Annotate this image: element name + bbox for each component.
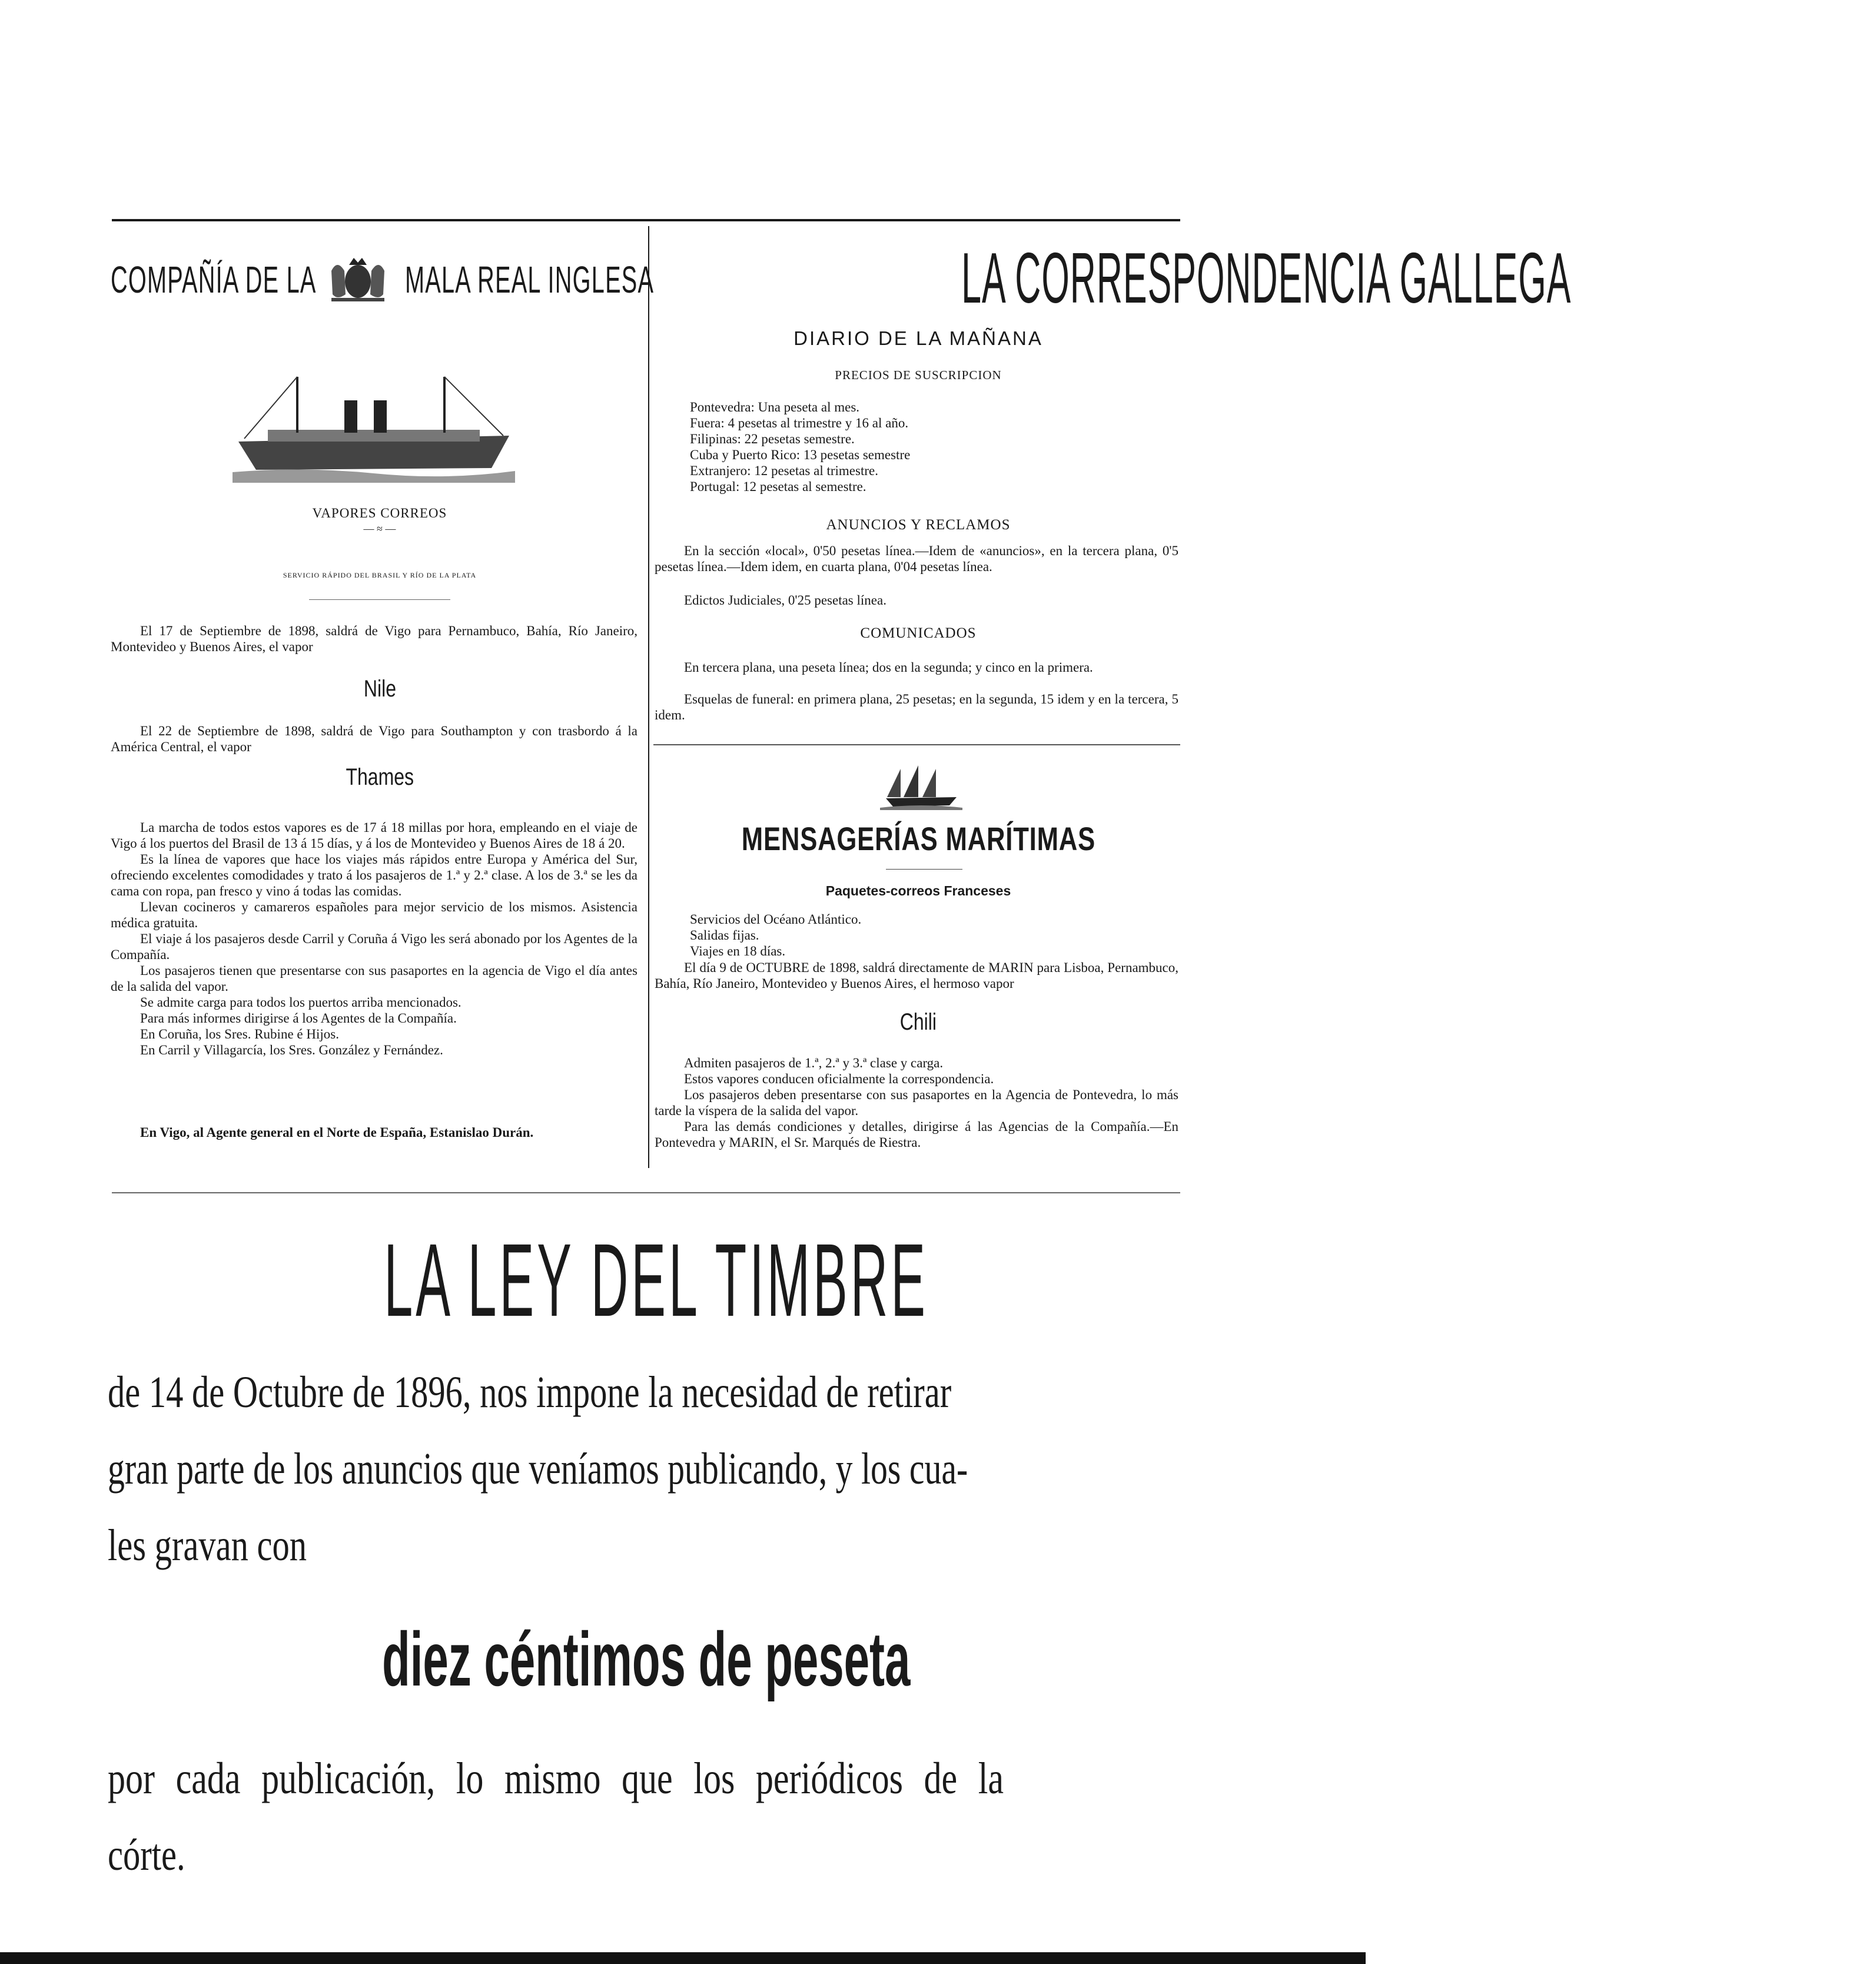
sailing-chili-text: El día 9 de OCTUBRE de 1898, saldrá directamente de MARIN para Lisboa, Pernambuco, Bahía, Río Janeiro, Montevideo y Buenos Aires, el hermoso vapor bbox=[655, 960, 1178, 991]
body-paragraph: Estos vapores conducen oficialmente la correspondencia. bbox=[684, 1071, 994, 1086]
price-line: Extranjero: 12 pesetas al trimestre. bbox=[690, 463, 878, 478]
service-line: Servicios del Océano Atlántico. bbox=[690, 912, 862, 927]
body-paragraph: Es la línea de vapores que hace los viajes más rápidos entre Europa y América del Sur, ofreciendo excelentes comodidades y trato á los pasajeros de 1.ª y 2.ª clase. A los de 3.ª se les da cama con ropa, pan fresco y vino á todas las comidas. bbox=[111, 852, 637, 898]
diario-subtitle: DIARIO DE LA MAÑANA bbox=[793, 327, 1043, 349]
ship-nile-name: Nile bbox=[363, 676, 396, 702]
steamship-illustration-icon bbox=[233, 365, 515, 483]
body-paragraph: Los pasajeros tienen que presentarse con sus pasaportes en la agencia de Vigo el día antes de la salida del vapor. bbox=[111, 963, 637, 994]
sailing-nile-text: El 17 de Septiembre de 1898, saldrá de Vigo para Pernambuco, Bahía, Río Janeiro, Montevideo y Buenos Aires, el vapor bbox=[111, 623, 637, 654]
edictos-text: Edictos Judiciales, 0'25 pesetas línea. bbox=[684, 593, 886, 608]
price-line: Portugal: 12 pesetas al semestre. bbox=[690, 479, 866, 494]
comunicados-text: En tercera plana, una peseta línea; dos en la segunda; y cinco en la primera. bbox=[684, 660, 1093, 675]
body-paragraph: Se admite carga para todos los puertos arriba mencionados. bbox=[140, 995, 461, 1010]
body-paragraph: Para las demás condiciones y detalles, dirigirse á las Agencias de la Compañía.—En Pontevedra y MARIN, el Sr. Marqués de Riestra. bbox=[655, 1119, 1178, 1150]
body-paragraph: En Carril y Villagarcía, los Sres. González y Fernández. bbox=[140, 1043, 443, 1057]
service-line: Salidas fijas. bbox=[690, 928, 759, 943]
body-paragraph: Los pasajeros deben presentarse con sus pasaportes en la Agencia de Pontevedra, lo más tarde la víspera de la salida del vapor. bbox=[655, 1087, 1178, 1118]
agent-text: En Vigo, al Agente general en el Norte de España, Estanislao Durán. bbox=[140, 1125, 534, 1140]
ornament-dash: — ≈ — bbox=[363, 523, 396, 535]
body-paragraph: En Coruña, los Sres. Rubine é Hijos. bbox=[140, 1027, 339, 1041]
notice-emphasis: diez céntimos de peseta bbox=[381, 1616, 911, 1702]
notice-line: por cada publicación, lo mismo que los periódicos de la bbox=[108, 1754, 1004, 1803]
ship-thames-name: Thames bbox=[346, 764, 414, 790]
mala-real-title-right: MALA REAL INGLESA bbox=[405, 258, 655, 301]
right-section-divider bbox=[653, 744, 1180, 745]
sailing-thames-text: El 22 de Septiembre de 1898, saldrá de Vigo para Southampton y con trasbordo á la América Central, el vapor bbox=[111, 724, 637, 754]
body-paragraph: La marcha de todos estos vapores es de 17 á 18 millas por hora, empleando en el viaje de Vigo á los puertos del Brasil de 13 á 15 días, y á los de Montevideo y Buenos Aires de 18 á 20. bbox=[111, 820, 637, 851]
services-list bbox=[690, 911, 1173, 959]
mala-real-title bbox=[111, 247, 655, 312]
prices-list bbox=[690, 399, 1173, 495]
royal-coat-of-arms-icon bbox=[320, 247, 396, 306]
page-bottom-border bbox=[0, 1952, 1366, 1964]
service-line: Viajes en 18 días. bbox=[690, 944, 786, 958]
notice-line: gran parte de los anuncios que veníamos publicando, y los cua- bbox=[108, 1444, 968, 1494]
mensagerias-title: MENSAGERÍAS MARÍTIMAS bbox=[741, 820, 1095, 857]
top-rule bbox=[112, 219, 1180, 221]
ads-heading: ANUNCIOS Y RECLAMOS bbox=[826, 517, 1011, 533]
body-paragraph: Llevan cocineros y camareros españoles para mejor servicio de los mismos. Asistencia médica gratuita. bbox=[111, 900, 637, 930]
ship-chili-name: Chili bbox=[899, 1009, 937, 1035]
mensagerias-body bbox=[655, 1055, 1178, 1150]
mala-real-body bbox=[111, 820, 637, 1058]
service-line: SERVICIO RÁPIDO DEL BRASIL Y RÍO DE LA PLATA bbox=[283, 571, 477, 579]
notice-line: les gravan con bbox=[108, 1521, 307, 1570]
price-line: Cuba y Puerto Rico: 13 pesetas semestre bbox=[690, 447, 911, 462]
mensagerias-subtitle: Paquetes-correos Franceses bbox=[825, 883, 1011, 898]
body-paragraph: Para más informes dirigirse á los Agentes de la Compañía. bbox=[140, 1011, 457, 1026]
price-line: Pontevedra: Una peseta al mes. bbox=[690, 400, 860, 414]
prices-heading: PRECIOS DE SUSCRIPCION bbox=[835, 368, 1002, 382]
mala-real-title-left: COMPAÑÍA DE LA bbox=[111, 258, 317, 301]
bottom-rule bbox=[112, 1192, 1180, 1193]
vapores-correos-label: VAPORES CORREOS bbox=[312, 506, 447, 520]
sailing-ship-icon bbox=[880, 763, 962, 810]
body-paragraph: El viaje á los pasajeros desde Carril y Coruña á Vigo les será abonado por los Agentes de la Compañía. bbox=[111, 931, 637, 962]
notice-line: córte. bbox=[108, 1830, 185, 1880]
column-divider bbox=[648, 226, 649, 1168]
correspondencia-masthead: LA CORRESPONDENCIA GALLEGA bbox=[961, 238, 1572, 318]
esquelas-text: Esquelas de funeral: en primera plana, 25 pesetas; en la segunda, 15 idem y en la tercera, 5 idem. bbox=[655, 692, 1178, 722]
notice-line: de 14 de Octubre de 1896, nos impone la necesidad de retirar bbox=[108, 1368, 952, 1417]
mensagerias-title-rule bbox=[886, 869, 962, 870]
price-line: Filipinas: 22 pesetas semestre. bbox=[690, 432, 855, 446]
body-paragraph: Admiten pasajeros de 1.ª, 2.ª y 3.ª clase y carga. bbox=[684, 1056, 944, 1070]
service-line-rule bbox=[309, 599, 450, 600]
notice-title: LA LEY DEL TIMBRE bbox=[384, 1223, 928, 1338]
ads-text: En la sección «local», 0'50 pesetas línea.—Idem de «anuncios», en la tercera plana, 0'5 pesetas línea.—Idem idem, en cuarta plana, 0'04 pesetas línea. bbox=[655, 543, 1178, 574]
price-line: Fuera: 4 pesetas al trimestre y 16 al año. bbox=[690, 416, 909, 430]
comunicados-heading: COMUNICADOS bbox=[860, 625, 977, 641]
